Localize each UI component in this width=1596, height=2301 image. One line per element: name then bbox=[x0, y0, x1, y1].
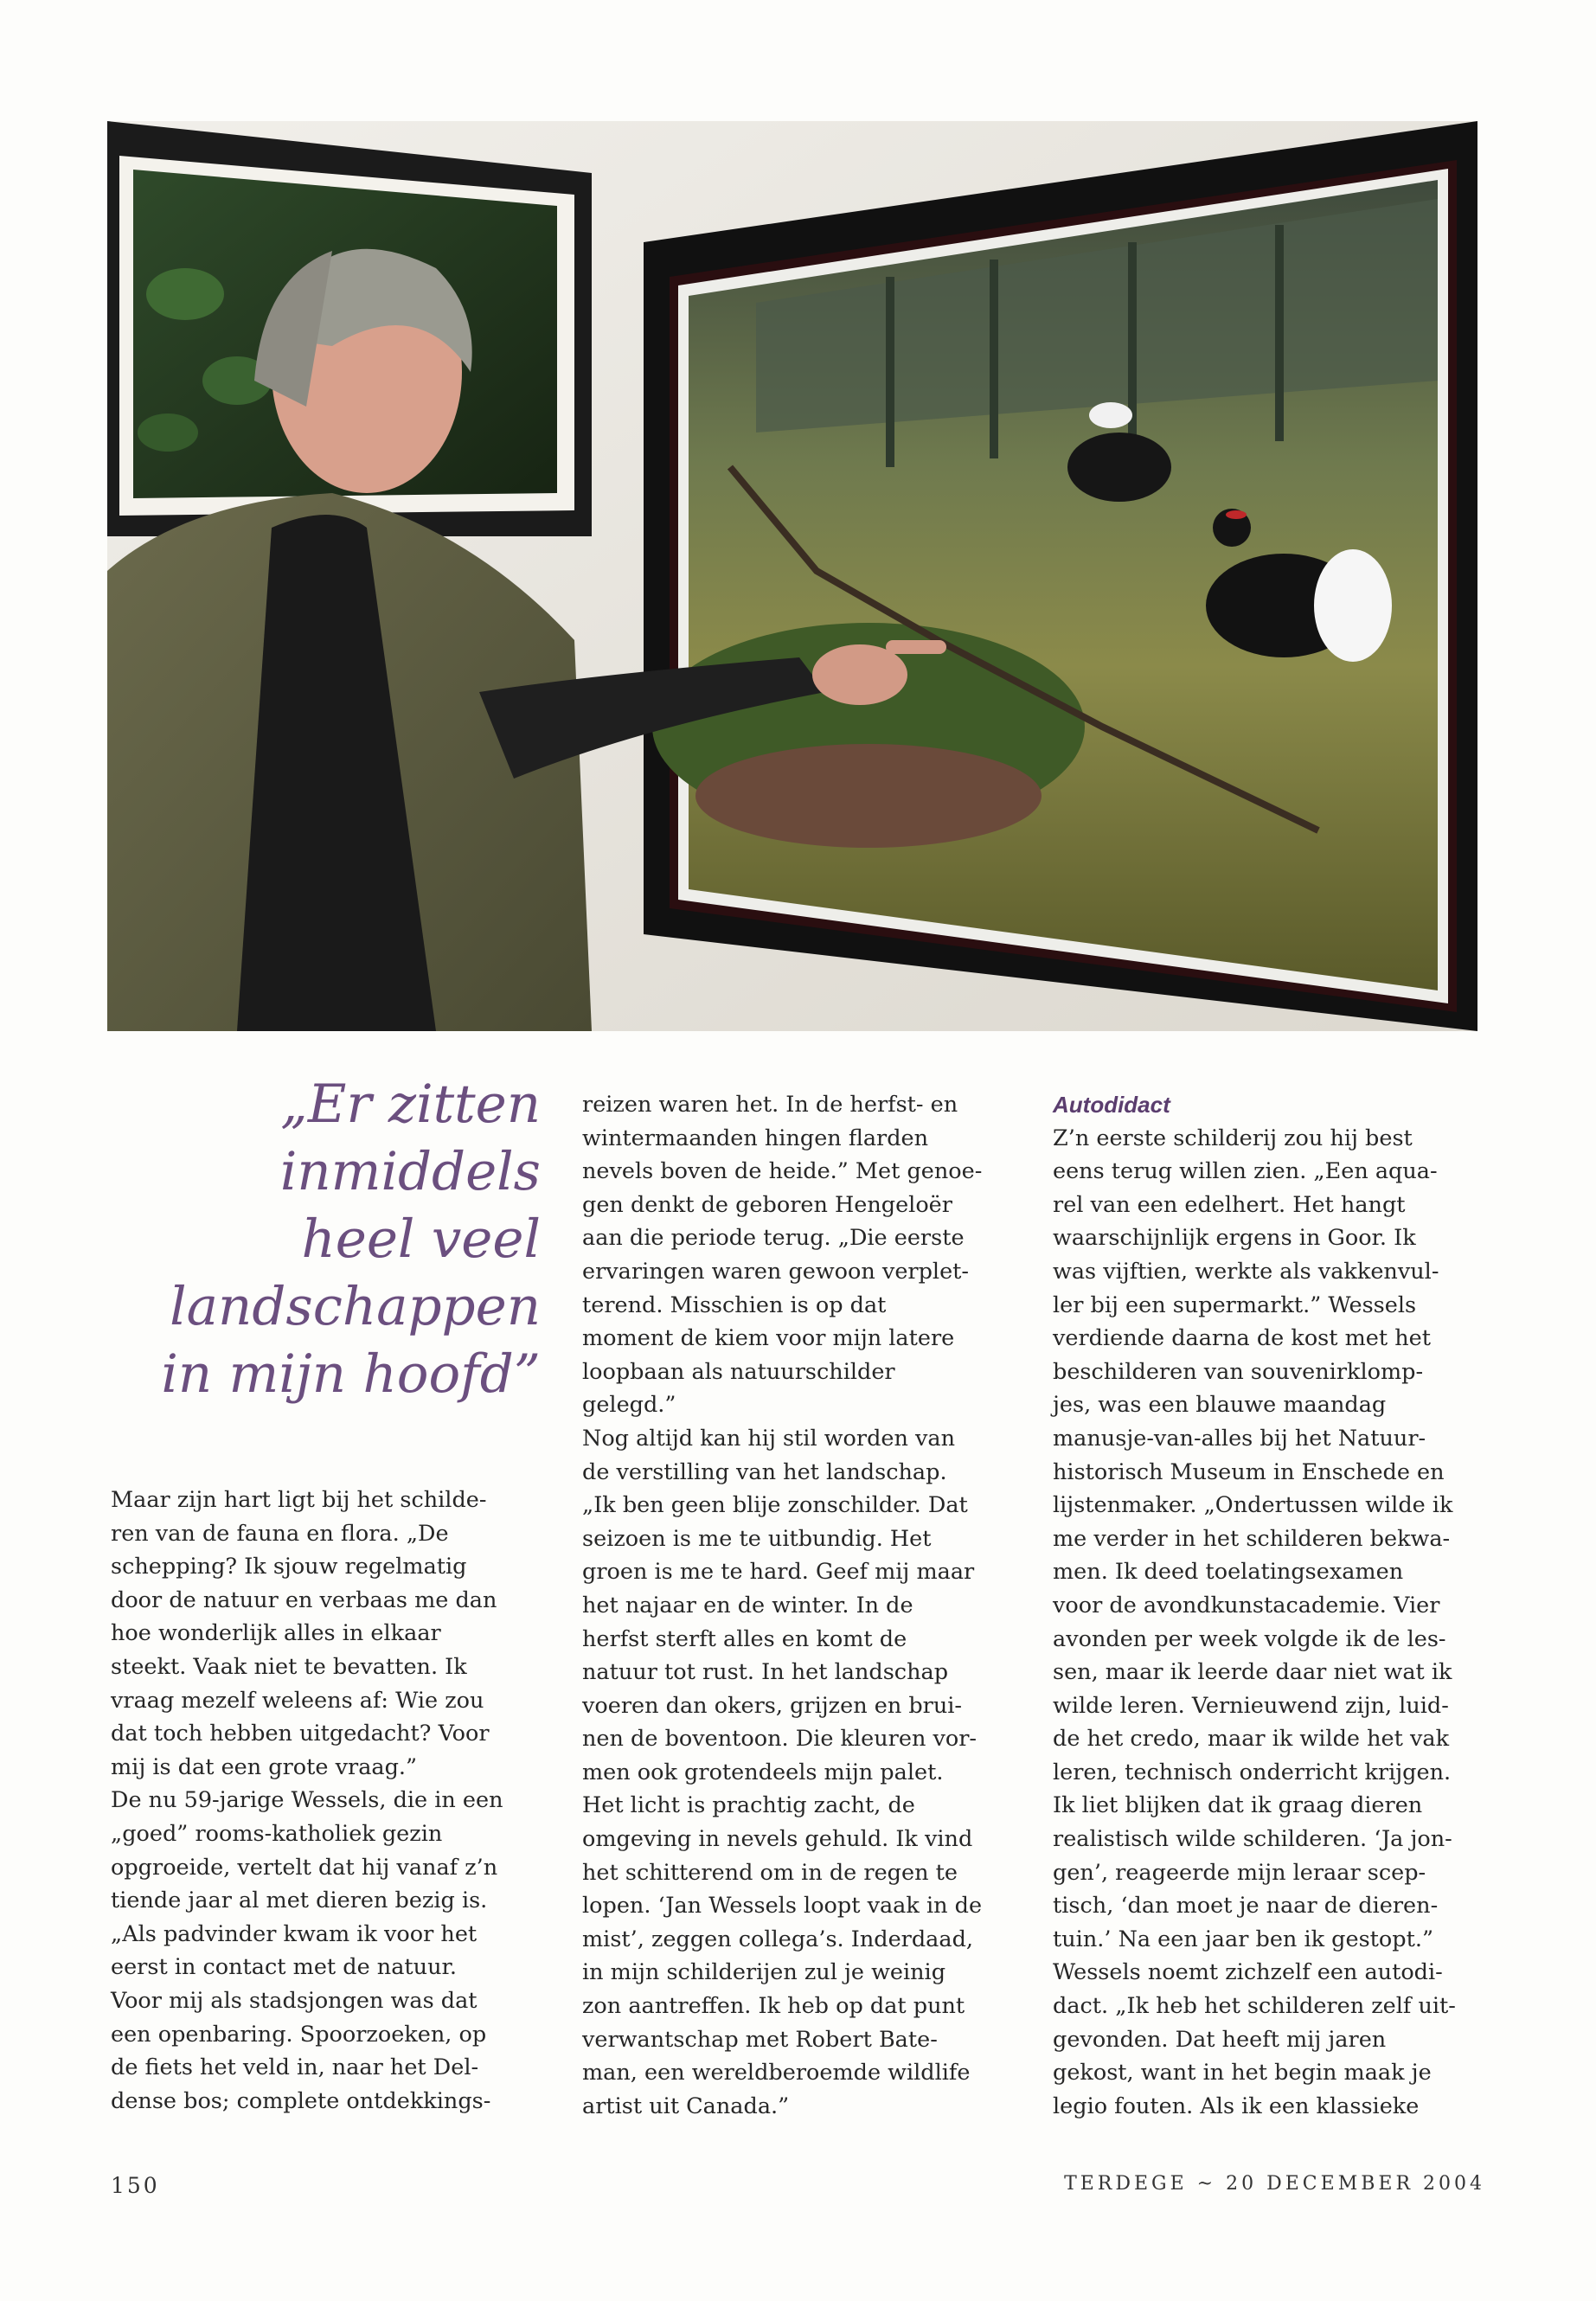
text-line: moment de kiem voor mijn latere bbox=[582, 1325, 955, 1352]
text-line: dat toch hebben uitgedacht? Voor bbox=[111, 1721, 490, 1747]
text-line: opgroeide, vertelt dat hij vanaf z’n bbox=[111, 1854, 498, 1881]
text-line: was vijftien, werkte als vakkenvul- bbox=[1053, 1258, 1439, 1285]
text-line: waarschijnlijk ergens in Goor. Ik bbox=[1053, 1225, 1416, 1252]
text-line: gevonden. Dat heeft mij jaren bbox=[1053, 2026, 1387, 2053]
text-line: Voor mij als stadsjongen was dat bbox=[111, 1987, 478, 2014]
text-line: men. Ik deed toelatingsexamen bbox=[1053, 1559, 1404, 1586]
text-line: Maar zijn hart ligt bij het schilde- bbox=[111, 1487, 487, 1513]
text-line: groen is me te hard. Geef mij maar bbox=[582, 1559, 975, 1586]
text-line: lopen. ‘Jan Wessels loopt vaak in de bbox=[582, 1893, 983, 1920]
artist-with-painting-photo bbox=[107, 121, 1477, 1031]
text-line: beschilderen van souvenirklomp- bbox=[1053, 1358, 1424, 1385]
text-line: avonden per week volgde ik de les- bbox=[1053, 1625, 1446, 1652]
text-line: legio fouten. Als ik een klassieke bbox=[1053, 2093, 1420, 2119]
text-line: hoe wonderlijk alles in elkaar bbox=[111, 1620, 441, 1647]
text-line: aan die periode terug. „Die eerste bbox=[582, 1225, 965, 1252]
text-line: het schitterend om in de regen te bbox=[582, 1859, 958, 1886]
text-line: De nu 59-jarige Wessels, die in een bbox=[111, 1787, 503, 1814]
text-line: de het credo, maar ik wilde het vak bbox=[1053, 1726, 1450, 1753]
text-line: wilde leren. Vernieuwend zijn, luid- bbox=[1053, 1692, 1449, 1719]
text-line: „Ik ben geen blije zonschilder. Dat bbox=[582, 1492, 968, 1519]
text-line: het najaar en de winter. In de bbox=[582, 1592, 913, 1618]
text-line: omgeving in nevels gehuld. Ik vind bbox=[582, 1826, 973, 1853]
text-line: verwantschap met Robert Bate- bbox=[582, 2026, 938, 2053]
text-line: Wessels noemt zichzelf een autodi- bbox=[1053, 1959, 1443, 1986]
text-line: ren van de fauna en flora. „De bbox=[111, 1520, 449, 1547]
article-column-2 bbox=[582, 1088, 1015, 2123]
pull-quote-line: landschappen bbox=[170, 1276, 541, 1337]
text-line: „goed” rooms-katholiek gezin bbox=[111, 1820, 443, 1847]
text-line: Z’n eerste schilderij zou hij best bbox=[1053, 1125, 1413, 1151]
text-line: realistisch wilde schilderen. ‘Ja jon- bbox=[1053, 1826, 1452, 1853]
text-line: schepping? Ik sjouw regelmatig bbox=[111, 1554, 467, 1580]
text-line: dact. „Ik heb het schilderen zelf uit- bbox=[1053, 1993, 1456, 2020]
text-line: man, een wereldberoemde wildlife bbox=[582, 2060, 971, 2086]
text-line: door de natuur en verbaas me dan bbox=[111, 1586, 497, 1613]
text-line: seizoen is me te uitbundig. Het bbox=[582, 1525, 932, 1552]
text-line: nevels boven de heide.” Met genoe- bbox=[582, 1158, 983, 1185]
text-line: de verstilling van het landschap. bbox=[582, 1458, 947, 1485]
pull-quote-line: heel veel bbox=[301, 1208, 541, 1270]
text-line: sen, maar ik leerde daar niet wat ik bbox=[1053, 1659, 1452, 1686]
page-number: 150 bbox=[111, 2173, 160, 2198]
text-line: leren, technisch onderricht krijgen. bbox=[1053, 1759, 1452, 1785]
text-line: men ook grotendeels mijn palet. bbox=[582, 1759, 944, 1785]
pull-quote-line: „Er zitten bbox=[280, 1074, 541, 1135]
article-column-1 bbox=[111, 1484, 543, 2118]
text-line: me verder in het schilderen bekwa- bbox=[1053, 1525, 1451, 1552]
text-line: zon aantreffen. Ik heb op dat punt bbox=[582, 1993, 965, 2020]
text-line: rel van een edelhert. Het hangt bbox=[1053, 1191, 1406, 1218]
text-line: Ik liet blijken dat ik graag dieren bbox=[1053, 1792, 1423, 1819]
text-line: in mijn schilderijen zul je weinig bbox=[582, 1959, 946, 1986]
text-line: artist uit Canada.” bbox=[582, 2093, 790, 2119]
text-line: dense bos; complete ontdekkings- bbox=[111, 2087, 491, 2114]
text-line: ler bij een supermarkt.” Wessels bbox=[1053, 1292, 1417, 1318]
photo-illustration bbox=[107, 121, 1477, 1031]
text-line: tuin.’ Na een jaar ben ik gestopt.” bbox=[1053, 1926, 1433, 1952]
publication-footer: TERDEGE ~ 20 DECEMBER 2004 bbox=[1064, 2173, 1485, 2195]
text-line: voeren dan okers, grijzen en brui- bbox=[582, 1692, 963, 1719]
text-line: lijstenmaker. „Ondertussen wilde ik bbox=[1053, 1492, 1453, 1519]
text-line: mist’, zeggen collega’s. Inderdaad, bbox=[582, 1926, 974, 1952]
text-line: reizen waren het. In de herfst- en bbox=[582, 1092, 958, 1118]
text-line: de fiets het veld in, naar het Del- bbox=[111, 2054, 479, 2081]
text-line: steekt. Vaak niet te bevatten. Ik bbox=[111, 1653, 467, 1680]
text-line: Nog altijd kan hij stil worden van bbox=[582, 1425, 956, 1452]
text-line: gelegd.” bbox=[582, 1392, 676, 1419]
text-line: natuur tot rust. In het landschap bbox=[582, 1659, 949, 1686]
text-line: „Als padvinder kwam ik voor het bbox=[111, 1920, 478, 1947]
text-line: tiende jaar al met dieren bezig is. bbox=[111, 1888, 488, 1914]
text-line: ervaringen waren gewoon verplet- bbox=[582, 1258, 970, 1285]
text-line: eerst in contact met de natuur. bbox=[111, 1954, 457, 1981]
text-line: voor de avondkunstacademie. Vier bbox=[1053, 1592, 1440, 1618]
text-line: nen de boventoon. Die kleuren vor- bbox=[582, 1726, 977, 1753]
text-line: gekost, want in het begin maak je bbox=[1053, 2060, 1432, 2086]
pull-quote-line: in mijn hoofd” bbox=[161, 1343, 541, 1405]
text-line: gen’, reageerde mijn leraar scep- bbox=[1053, 1859, 1426, 1886]
text-line: eens terug willen zien. „Een aqua- bbox=[1053, 1158, 1438, 1185]
text-line: herfst sterft alles en komt de bbox=[582, 1625, 907, 1652]
text-line: loopbaan als natuurschilder bbox=[582, 1358, 895, 1385]
text-line: terend. Misschien is op dat bbox=[582, 1292, 887, 1318]
text-line: manusje-van-alles bij het Natuur- bbox=[1053, 1425, 1426, 1452]
pull-quote-line: inmiddels bbox=[279, 1141, 541, 1202]
section-subhead: Autodidact bbox=[1053, 1092, 1170, 1118]
text-line: verdiende daarna de kost met het bbox=[1053, 1325, 1431, 1352]
text-line: tisch, ‘dan moet je naar de dieren- bbox=[1053, 1893, 1439, 1920]
text-line: Het licht is prachtig zacht, de bbox=[582, 1792, 915, 1819]
text-line: gen denkt de geboren Hengeloër bbox=[582, 1191, 952, 1218]
text-line: vraag mezelf weleens af: Wie zou bbox=[111, 1687, 484, 1714]
article-column-3 bbox=[1053, 1088, 1485, 2123]
text-line: wintermaanden hingen flarden bbox=[582, 1125, 929, 1151]
text-line: historisch Museum in Enschede en bbox=[1053, 1458, 1445, 1485]
text-line: mij is dat een grote vraag.” bbox=[111, 1753, 418, 1780]
text-line: een openbaring. Spoorzoeken, op bbox=[111, 2021, 487, 2048]
pull-quote bbox=[104, 1071, 541, 1408]
text-line: jes, was een blauwe maandag bbox=[1053, 1392, 1387, 1419]
